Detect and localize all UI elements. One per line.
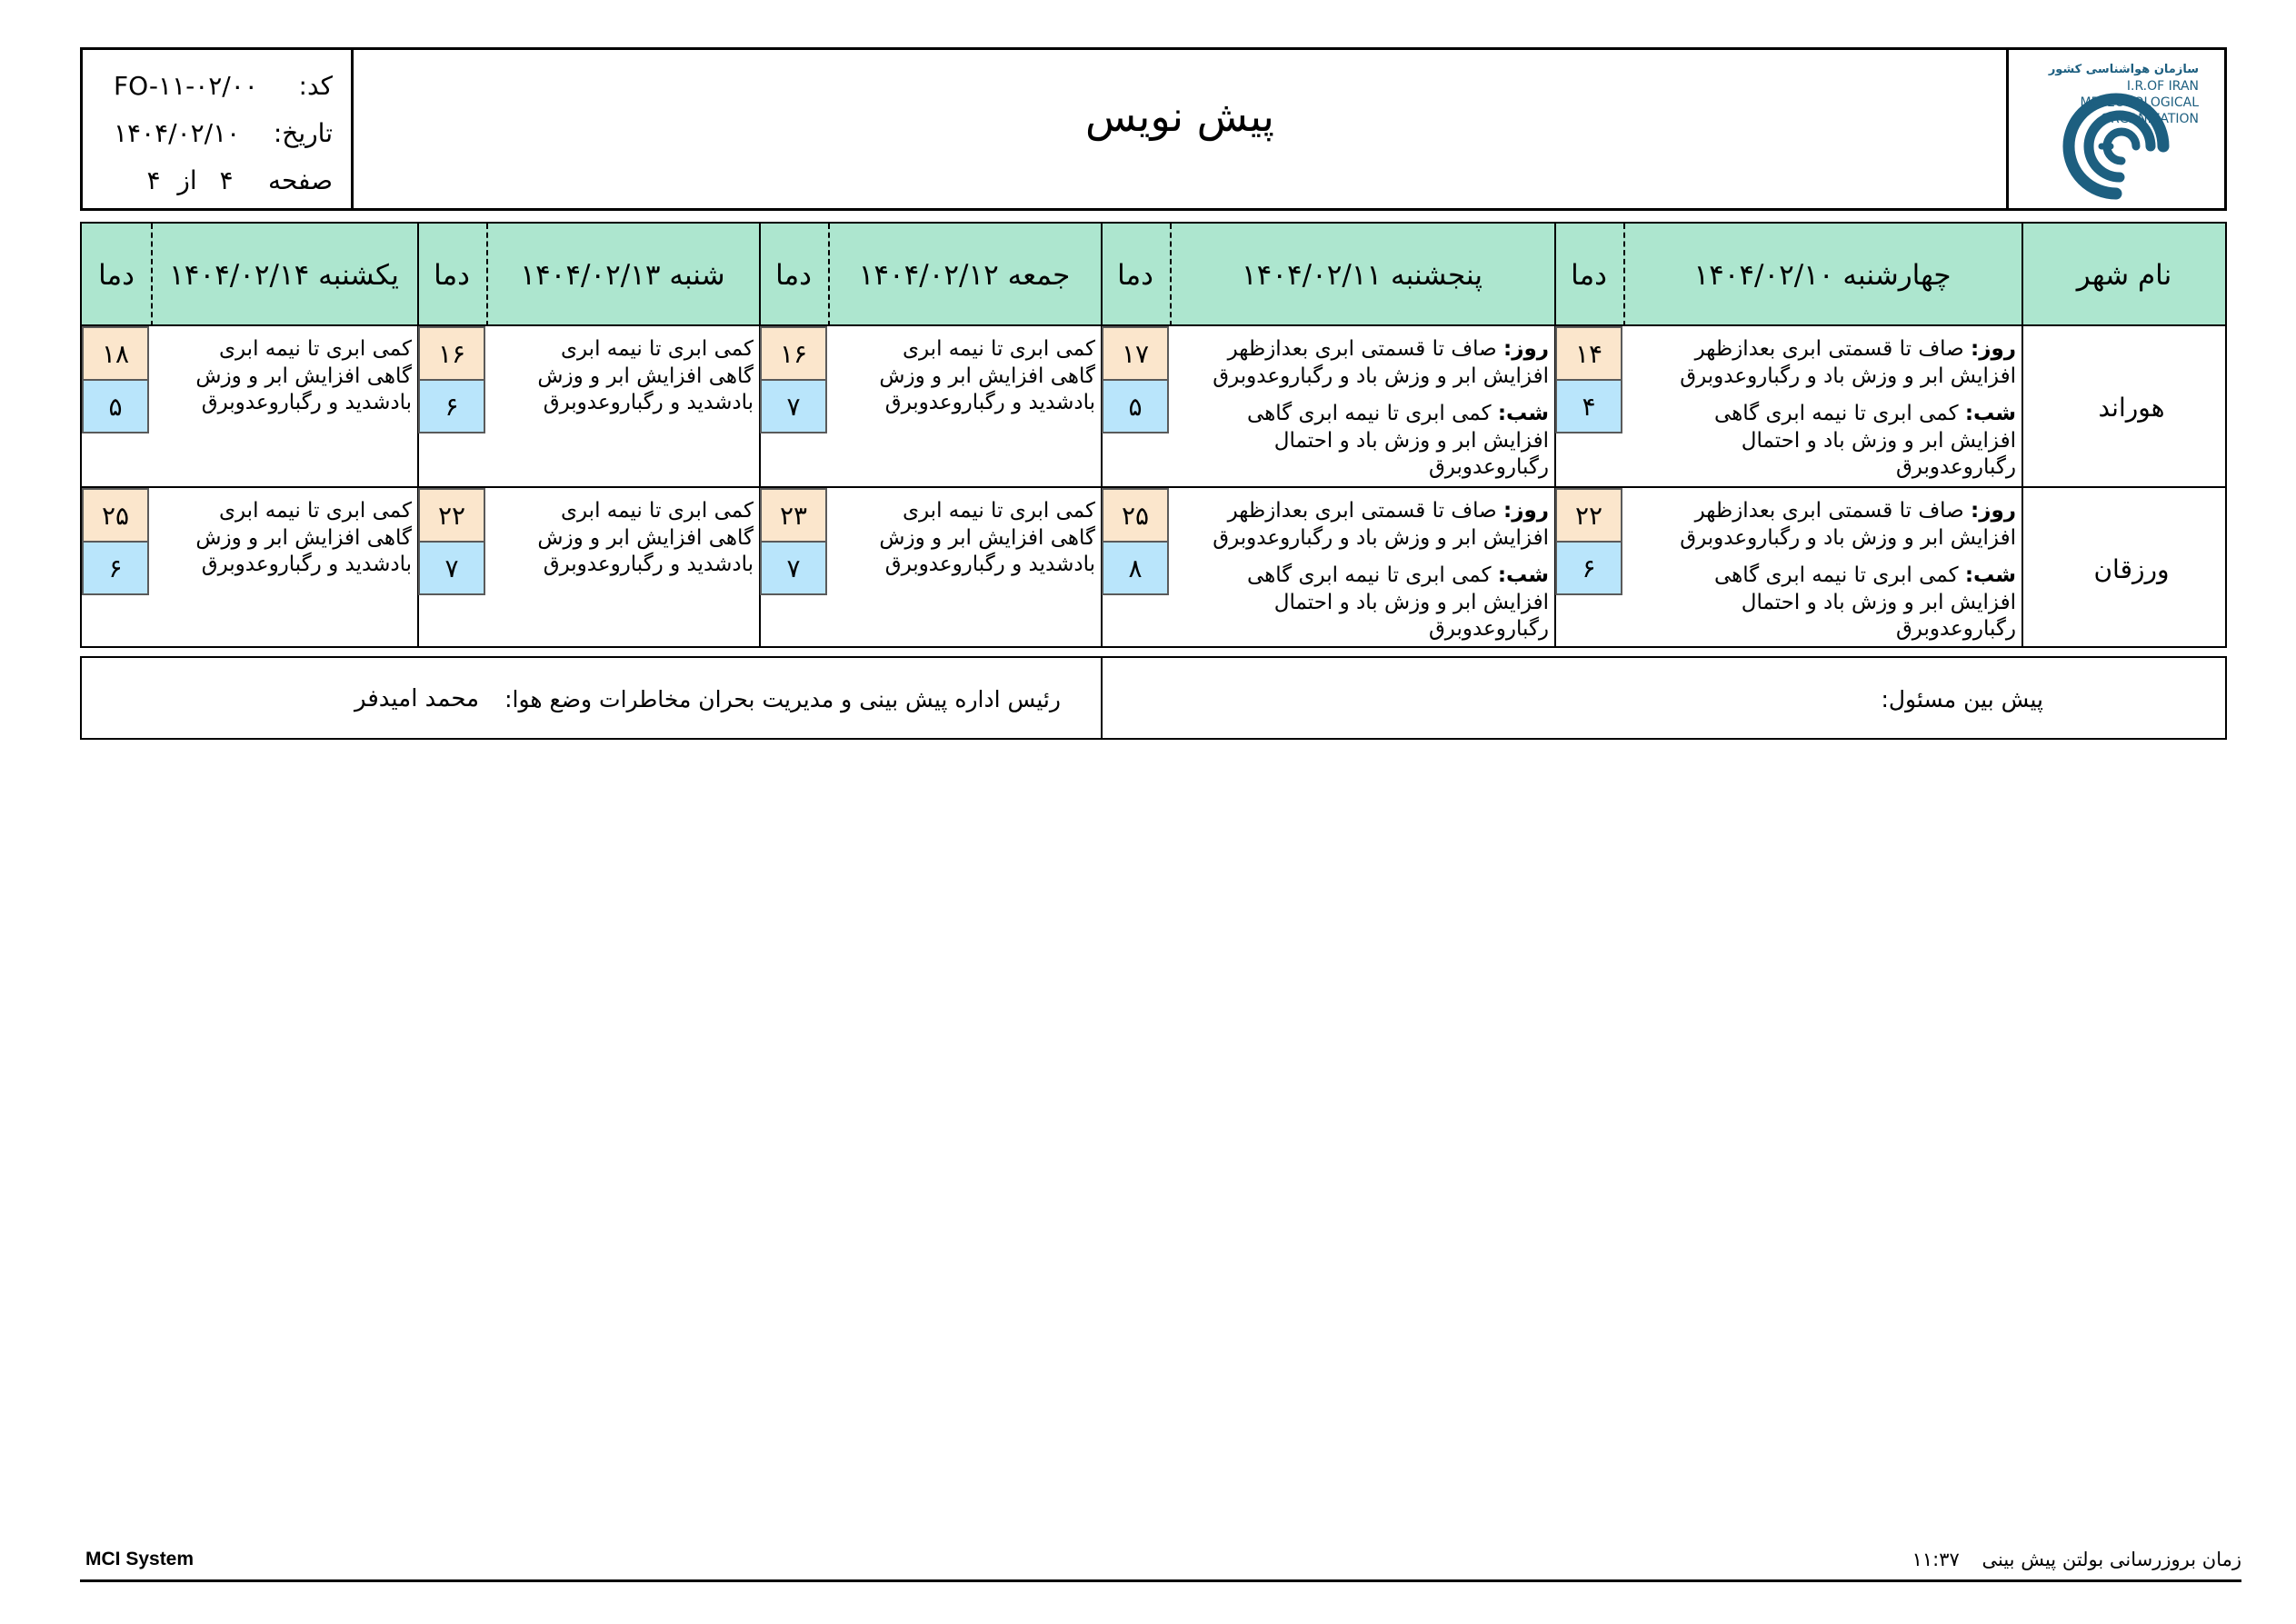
day-label: روز: [1503,499,1549,523]
forecast-line: افزایش ابر و وزش باد و احتمال [1273,590,1549,614]
page-current: ۴ [219,164,234,195]
forecast-line: بادشدید و رگباروعدوبرق [201,391,412,414]
forecast-line: گاهی افزایش ابر و وزش [195,525,412,550]
forecast-text [486,336,759,417]
day-forecast: صاف تا قسمتی ابری بعدازظهر [1694,499,1964,523]
forecast-line: افزایش ابر و وزش باد و رگباروعدوبرق [1680,364,2016,388]
day-forecast: صاف تا قسمتی ابری بعدازظهر [1227,499,1497,523]
night-forecast: کمی ابری تا نیمه ابری گاهی [1246,402,1492,425]
night-forecast: کمی ابری تا نیمه ابری گاهی [1713,402,1959,425]
update-time: ۱۱:۳۷ [1912,1549,1960,1570]
forecast-line: بادشدید و رگباروعدوبرق [884,391,1095,414]
date-row [95,110,333,155]
min-temp: ۵ [82,379,149,433]
day-label: روز: [1503,337,1549,361]
max-temp: ۲۳ [760,488,827,543]
logo-english-line1: I.R.OF IRAN [2126,79,2199,94]
header-dashed-divider [1170,224,1172,326]
forecast-line: کمی ابری تا نیمه ابری [902,499,1095,523]
forecast-table [80,222,2227,648]
forecast-text [828,336,1101,417]
forecast-text [151,336,417,417]
max-temp: ۱۶ [760,326,827,381]
day-label: روز: [1971,499,2016,523]
forecast-line: افزایش ابر و وزش باد و احتمال [1741,428,2016,453]
header-dashed-divider [151,224,153,326]
logo-cell [2006,50,2224,208]
max-temp: ۱۶ [418,326,485,381]
head-field [354,658,1061,740]
forecast-line: رگباروعدوبرق [1428,455,1549,479]
code-label: کد: [298,70,333,101]
page-of: از [177,164,197,195]
temp-header-day1: دما [1571,258,1607,292]
logo-english-line2: METEOROLOGICAL [2080,95,2199,110]
forecast-line: بادشدید و رگباروعدوبرق [201,553,412,576]
logo-english-line3: ORGANIZATION [2100,112,2199,126]
date-label: تاریخ: [273,117,333,148]
min-temp: ۵ [1102,379,1169,433]
night-label: شب: [1497,563,1549,587]
city-name: ورزقان [2093,553,2170,584]
forecast-line: گاهی افزایش ابر و وزش [879,525,1095,550]
min-temp: ۶ [1555,541,1622,595]
min-temp: ۴ [1555,379,1622,433]
forecast-line: بادشدید و رگباروعدوبرق [543,391,754,414]
header-dashed-divider [486,224,488,326]
day-label: روز: [1971,337,2016,361]
code-value: FO-۱۱-۰۲/۰۰ [114,70,258,101]
forecast-text [1170,336,1554,482]
forecast-line: رگباروعدوبرق [1895,455,2016,479]
max-temp: ۲۵ [1102,488,1169,543]
forecast-line: افزایش ابر و وزش باد و رگباروعدوبرق [1680,525,2016,550]
forecast-line: گاهی افزایش ابر و وزش [879,364,1095,388]
forecast-line: کمی ابری تا نیمه ابری [560,499,754,523]
night-forecast: کمی ابری تا نیمه ابری گاهی [1246,563,1492,587]
day-header-1: چهارشنبه ۱۴۰۴/۰۲/۱۰ [1693,258,1952,292]
max-temp: ۲۲ [418,488,485,543]
forecast-line: کمی ابری تا نیمه ابری [218,337,412,361]
min-temp: ۸ [1102,541,1169,595]
max-temp: ۱۷ [1102,326,1169,381]
min-temp: ۷ [760,541,827,595]
min-temp: ۷ [418,541,485,595]
day-header-4: شنبه ۱۴۰۴/۰۲/۱۳ [520,258,725,292]
forecast-text [151,498,417,579]
temp-header-day3: دما [775,258,812,292]
forecast-line: کمی ابری تا نیمه ابری [560,337,754,361]
forecast-line: گاهی افزایش ابر و وزش [195,364,412,388]
forecast-text [1170,498,1554,643]
system-name: MCI System [85,1549,195,1569]
day-header-3: جمعه ۱۴۰۴/۰۲/۱۲ [858,258,1071,292]
page-total: ۴ [146,164,161,195]
day-header-5: یکشنبه ۱۴۰۴/۰۲/۱۴ [169,258,399,292]
document-info [83,50,354,208]
page-label: صفحه [267,164,333,195]
update-info [1912,1549,2241,1570]
forecast-line: رگباروعدوبرق [1895,617,2016,641]
forecast-line: افزایش ابر و وزش باد و رگباروعدوبرق [1213,525,1549,550]
night-label: شب: [1497,402,1549,425]
forecast-line: بادشدید و رگباروعدوبرق [884,553,1095,576]
temp-header-day5: دما [98,258,135,292]
max-temp: ۲۲ [1555,488,1622,543]
forecast-line: کمی ابری تا نیمه ابری [902,337,1095,361]
signature-box [80,656,2227,740]
signature-divider [1101,658,1103,740]
header-dashed-divider [1623,224,1625,326]
forecast-line: افزایش ابر و وزش باد و احتمال [1273,428,1549,453]
temp-header-day4: دما [434,258,470,292]
forecast-text [828,498,1101,579]
header-dashed-divider [828,224,830,326]
day-forecast: صاف تا قسمتی ابری بعدازظهر [1227,337,1497,361]
forecast-line: افزایش ابر و وزش باد و رگباروعدوبرق [1213,364,1549,388]
document-header [80,47,2227,211]
head-name: محمد امیدفر [354,685,480,712]
head-label: رئیس اداره پیش بینی و مدیریت بحران مخاطرات وضع هوا: [504,685,1061,712]
min-temp: ۶ [82,541,149,595]
max-temp: ۱۴ [1555,326,1622,381]
forecaster-field [1881,658,2043,740]
code-row [95,63,333,108]
forecast-line: بادشدید و رگباروعدوبرق [543,553,754,576]
page-title: پیش نویس [1085,92,1274,141]
footer-line [80,1579,2241,1582]
day-header-2: پنجشنبه ۱۴۰۴/۰۲/۱۱ [1242,258,1482,292]
page-row [95,157,333,203]
night-label: شب: [1964,402,2016,425]
temp-header-day2: دما [1117,258,1153,292]
forecast-line: گاهی افزایش ابر و وزش [537,364,754,388]
city-name: هوراند [2098,392,2165,423]
day-forecast: صاف تا قسمتی ابری بعدازظهر [1694,337,1964,361]
date-value: ۱۴۰۴/۰۲/۱۰ [114,117,241,148]
forecast-line: افزایش ابر و وزش باد و احتمال [1741,590,2016,614]
forecast-text [1623,498,2021,643]
forecast-line: کمی ابری تا نیمه ابری [218,499,412,523]
max-temp: ۲۵ [82,488,149,543]
update-label: زمان بروزرسانی بولتن پیش بینی [1982,1549,2241,1570]
min-temp: ۶ [418,379,485,433]
min-temp: ۷ [760,379,827,433]
forecast-text [1623,336,2021,482]
night-forecast: کمی ابری تا نیمه ابری گاهی [1713,563,1959,587]
city-column-header: نام شهر [2076,258,2172,292]
forecaster-label: پیش بین مسئول: [1881,685,2043,712]
forecast-text [486,498,759,579]
title-cell [354,50,2006,208]
logo-persian-name: سازمان هواشناسی کشور [2048,63,2199,76]
forecast-line: گاهی افزایش ابر و وزش [537,525,754,550]
max-temp: ۱۸ [82,326,149,381]
night-label: شب: [1964,563,2016,587]
forecast-line: رگباروعدوبرق [1428,617,1549,641]
